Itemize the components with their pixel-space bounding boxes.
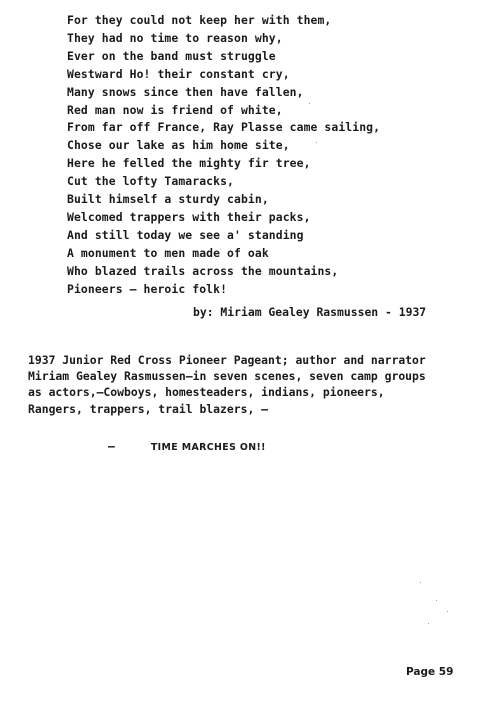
poem-line: Ever on the band must struggle [67, 48, 276, 63]
author-attribution: by: Miriam Gealey Rasmussen - 1937 [193, 305, 427, 319]
note-line: as actors,—Cowboys, homesteaders, indians, pioneers, [28, 385, 385, 400]
poem-line: A monument to men made of oak [67, 245, 269, 260]
poem-line: Many snows since then have fallen, [67, 84, 304, 99]
poem-line: Cut the lofty Tamaracks, [67, 174, 234, 189]
poem-line: Welcomed trappers with their packs, [67, 209, 311, 224]
poem-line: For they could not keep her with them, [67, 13, 332, 27]
note-line: 1937 Junior Red Cross Pioneer Pageant; author and narrator [28, 353, 426, 367]
scan-speck [316, 142, 317, 143]
pageant-note [28, 352, 468, 417]
closing-line [108, 439, 266, 453]
poem-line: Chose our lake as him home site, [67, 138, 290, 153]
scan-speck [436, 600, 437, 601]
page-number: Page 59 [406, 666, 454, 678]
poem-line: Westward Ho! their constant cry, [67, 66, 290, 81]
scan-speck [420, 582, 421, 583]
poem-line: Who blazed trails across the mountains, [67, 263, 339, 278]
note-line: Rangers, trappers, trail blazers, — [28, 401, 269, 416]
note-line: Miriam Gealey Rasmussen—in seven scenes, seven camp groups [28, 369, 426, 384]
poem [67, 12, 427, 299]
scan-speck [447, 611, 448, 612]
poem-line: Here he felled the mighty fir tree, [67, 156, 311, 171]
scan-speck [309, 103, 310, 104]
closing-dash: — [108, 439, 115, 453]
closing-title: TIME MARCHES ON!! [150, 442, 266, 453]
scan-speck [428, 623, 429, 624]
poem-line: And still today we see a' standing [67, 227, 304, 242]
poem-line: Pioneers — heroic folk! [67, 281, 228, 296]
poem-line: From far off France, Ray Plasse came sailing, [67, 120, 381, 135]
poem-line: Built himself a sturdy cabin, [67, 192, 269, 207]
poem-line: They had no time to reason why, [67, 30, 283, 45]
poem-line: Red man now is friend of white, [67, 102, 283, 117]
